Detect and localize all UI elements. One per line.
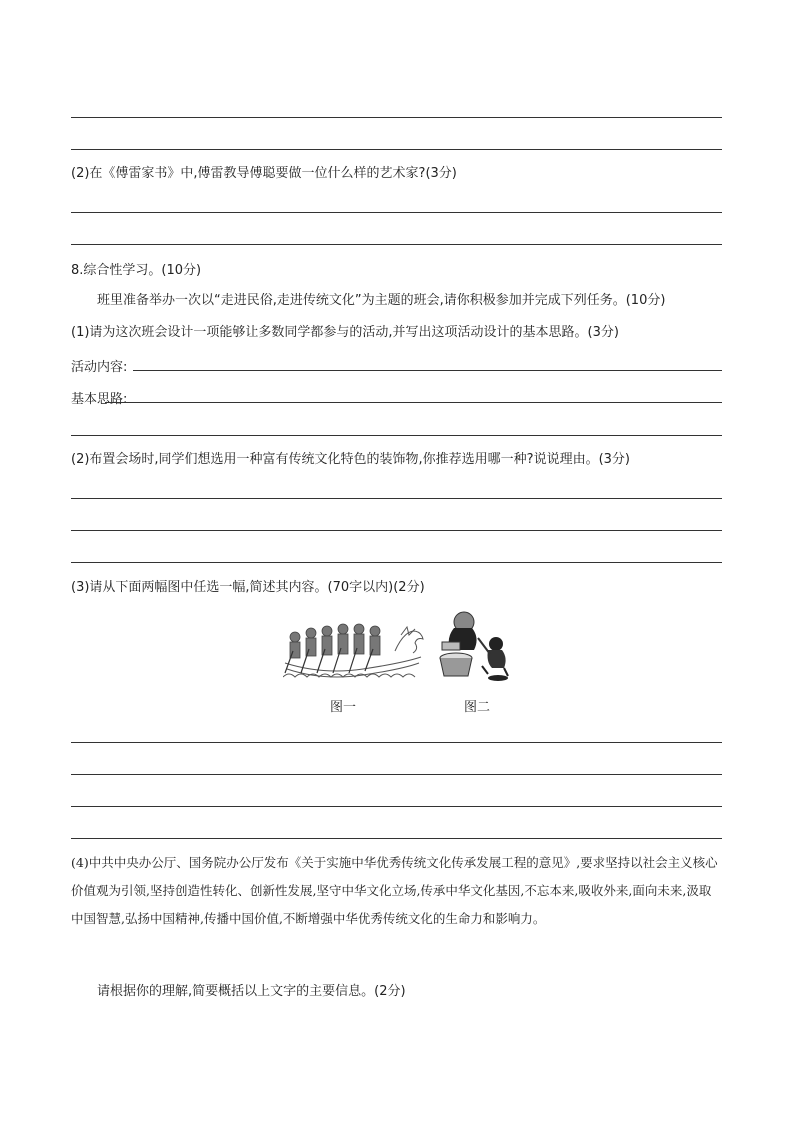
- activity-content-row: [71, 356, 722, 374]
- answer-line[interactable]: [71, 244, 722, 245]
- question-8-2: (2)布置会场时,同学们想选用一种富有传统文化特色的装饰物,你推荐选用哪一种?说说理由。(3分): [71, 452, 630, 467]
- answer-line[interactable]: [71, 838, 722, 839]
- question-8-heading: 8.综合性学习。(10分): [71, 263, 202, 278]
- question-8-4-passage: (4)中共中央办公厅、国务院办公厅发布《关于实施中华优秀传统文化传承发展工程的意见》,要求坚持以社会主义核心价值观为引领,坚持创造性转化、创新性发展,坚守中华文化立场,传承中华文化基因,不忘本来,吸收外来,面向未来,汲取中国智慧,弘扬中国精神,传播中国价值,不断增强中华优秀传统文化的生命力和影响力。: [71, 855, 718, 926]
- dragon-boat-figure: [283, 611, 425, 683]
- question-8-4-question: 请根据你的理解,简要概括以上文字的主要信息。(2分): [97, 984, 406, 999]
- rice-cake-pounding-figure: [434, 608, 514, 684]
- activity-content-label: 活动内容:: [71, 360, 128, 375]
- answer-line[interactable]: [71, 530, 722, 531]
- answer-line[interactable]: [71, 562, 722, 563]
- answer-line[interactable]: [71, 742, 722, 743]
- figure-1-caption: 图一: [330, 700, 357, 715]
- answer-line[interactable]: [71, 212, 722, 213]
- question-8-3: (3)请从下面两幅图中任选一幅,简述其内容。(70字以内)(2分): [71, 580, 425, 595]
- answer-line[interactable]: [71, 149, 722, 150]
- basic-idea-line[interactable]: [105, 402, 722, 403]
- answer-line[interactable]: [71, 498, 722, 499]
- answer-line[interactable]: [71, 774, 722, 775]
- answer-line[interactable]: [71, 806, 722, 807]
- activity-content-line[interactable]: [133, 370, 722, 371]
- figure-2-caption: 图二: [464, 700, 491, 715]
- question-7-2: (2)在《傅雷家书》中,傅雷教导傅聪要做一位什么样的艺术家?(3分): [71, 166, 457, 181]
- basic-idea-label: 基本思路:: [71, 392, 128, 407]
- answer-line[interactable]: [71, 435, 722, 436]
- basic-idea-row: [71, 388, 722, 406]
- question-8-1: (1)请为这次班会设计一项能够让多数同学都参与的活动,并写出这项活动设计的基本思路。(3分): [71, 325, 619, 340]
- answer-line[interactable]: [71, 117, 722, 118]
- question-8-intro: 班里准备举办一次以“走进民俗,走进传统文化”为主题的班会,请你积极参加并完成下列任务。(10分): [97, 293, 666, 308]
